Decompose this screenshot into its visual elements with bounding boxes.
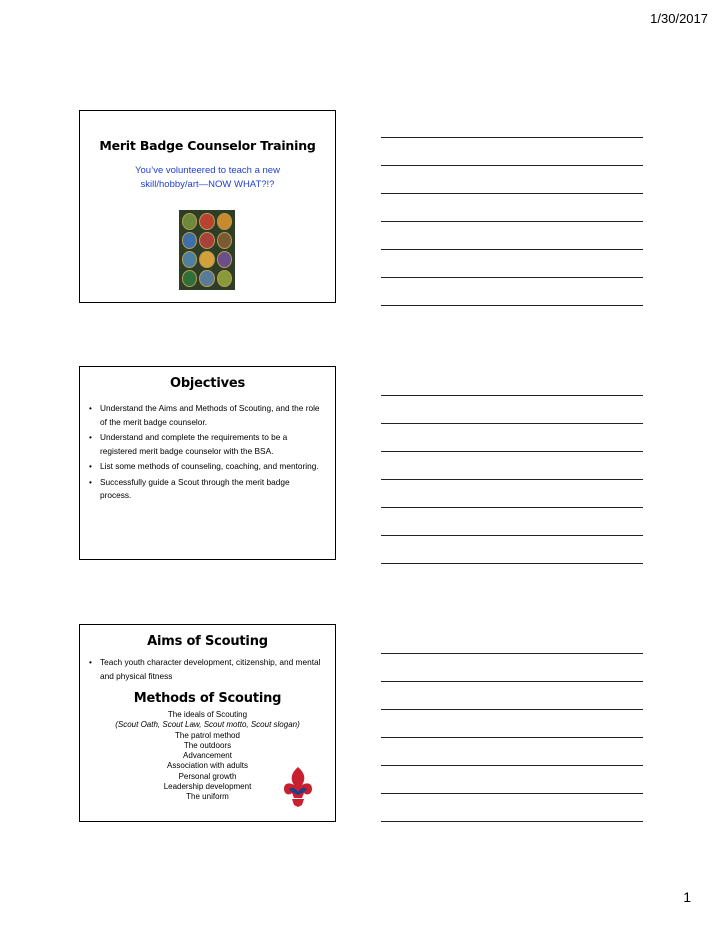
note-line <box>381 653 643 654</box>
subtitle-line-1: You’ve volunteered to teach a new <box>135 165 280 176</box>
merit-badge-icon <box>217 232 232 249</box>
note-line <box>381 249 643 250</box>
merit-badge-icon <box>182 232 197 249</box>
slide-title: Aims of Scouting <box>147 634 268 649</box>
page-number: 1 <box>683 889 691 905</box>
merit-badge-icon <box>217 270 232 287</box>
merit-badge-icon <box>199 232 214 249</box>
page-date: 1/30/2017 <box>650 11 708 26</box>
method-item: Leadership development <box>163 782 252 792</box>
note-line <box>381 793 643 794</box>
note-line <box>381 305 643 306</box>
subtitle-line-2: skill/hobby/art—NOW WHAT?!? <box>140 179 275 190</box>
objectives-list <box>88 402 323 503</box>
merit-badge-icon <box>199 251 214 268</box>
list-item: • List some methods of counseling, coaching, and mentoring. <box>88 460 323 474</box>
method-detail: (Scout Oath, Scout Law, Scout motto, Scout slogan) <box>115 720 300 730</box>
method-item: The ideals of Scouting <box>167 710 248 719</box>
slide-title: Merit Badge Counselor Training <box>99 138 316 153</box>
note-line <box>381 681 643 682</box>
note-line <box>381 165 643 166</box>
note-line <box>381 765 643 766</box>
note-line <box>381 423 643 424</box>
merit-badge-icon <box>199 270 214 287</box>
bsa-fleur-de-lis-icon <box>281 765 315 809</box>
method-item: The uniform <box>186 792 229 802</box>
slide-merit-badge-counselor-training <box>79 110 336 303</box>
section-title: Methods of Scouting <box>133 691 282 706</box>
list-item: • Understand and complete the requirements to be a registered merit badge counselor with the BSA. <box>88 431 323 458</box>
aims-list <box>88 656 323 683</box>
slide-objectives <box>79 366 336 560</box>
note-line <box>381 137 643 138</box>
note-line <box>381 535 643 536</box>
note-line <box>381 563 643 564</box>
list-item: • Understand the Aims and Methods of Scouting, and the role of the merit badge counselor. <box>88 402 323 429</box>
slide-aims-and-methods <box>79 624 336 822</box>
note-line <box>381 395 643 396</box>
note-line <box>381 221 643 222</box>
merit-badge-icon <box>182 213 197 230</box>
method-item: The outdoors <box>183 740 232 750</box>
slide-subtitle <box>110 164 305 192</box>
merit-badge-icon <box>182 270 197 287</box>
list-item: • Teach youth character development, citizenship, and mental and physical fitness <box>88 656 323 683</box>
merit-badge-icon <box>217 213 232 230</box>
note-line <box>381 821 643 822</box>
slide-title: Objectives <box>169 376 246 391</box>
list-item: • Successfully guide a Scout through the merit badge process. <box>88 476 323 503</box>
method-item: The patrol method <box>175 730 240 740</box>
merit-badge-icon <box>199 213 214 230</box>
note-line <box>381 479 643 480</box>
note-line <box>381 451 643 452</box>
method-item: Advancement <box>183 751 232 761</box>
merit-badge-icon <box>182 251 197 268</box>
merit-badge-icon <box>217 251 232 268</box>
merit-badges-image <box>179 210 235 290</box>
note-line <box>381 709 643 710</box>
note-line <box>381 507 643 508</box>
method-item: Association with adults <box>167 761 248 771</box>
method-item: Personal growth <box>178 771 237 781</box>
note-line <box>381 193 643 194</box>
note-line <box>381 277 643 278</box>
note-line <box>381 737 643 738</box>
